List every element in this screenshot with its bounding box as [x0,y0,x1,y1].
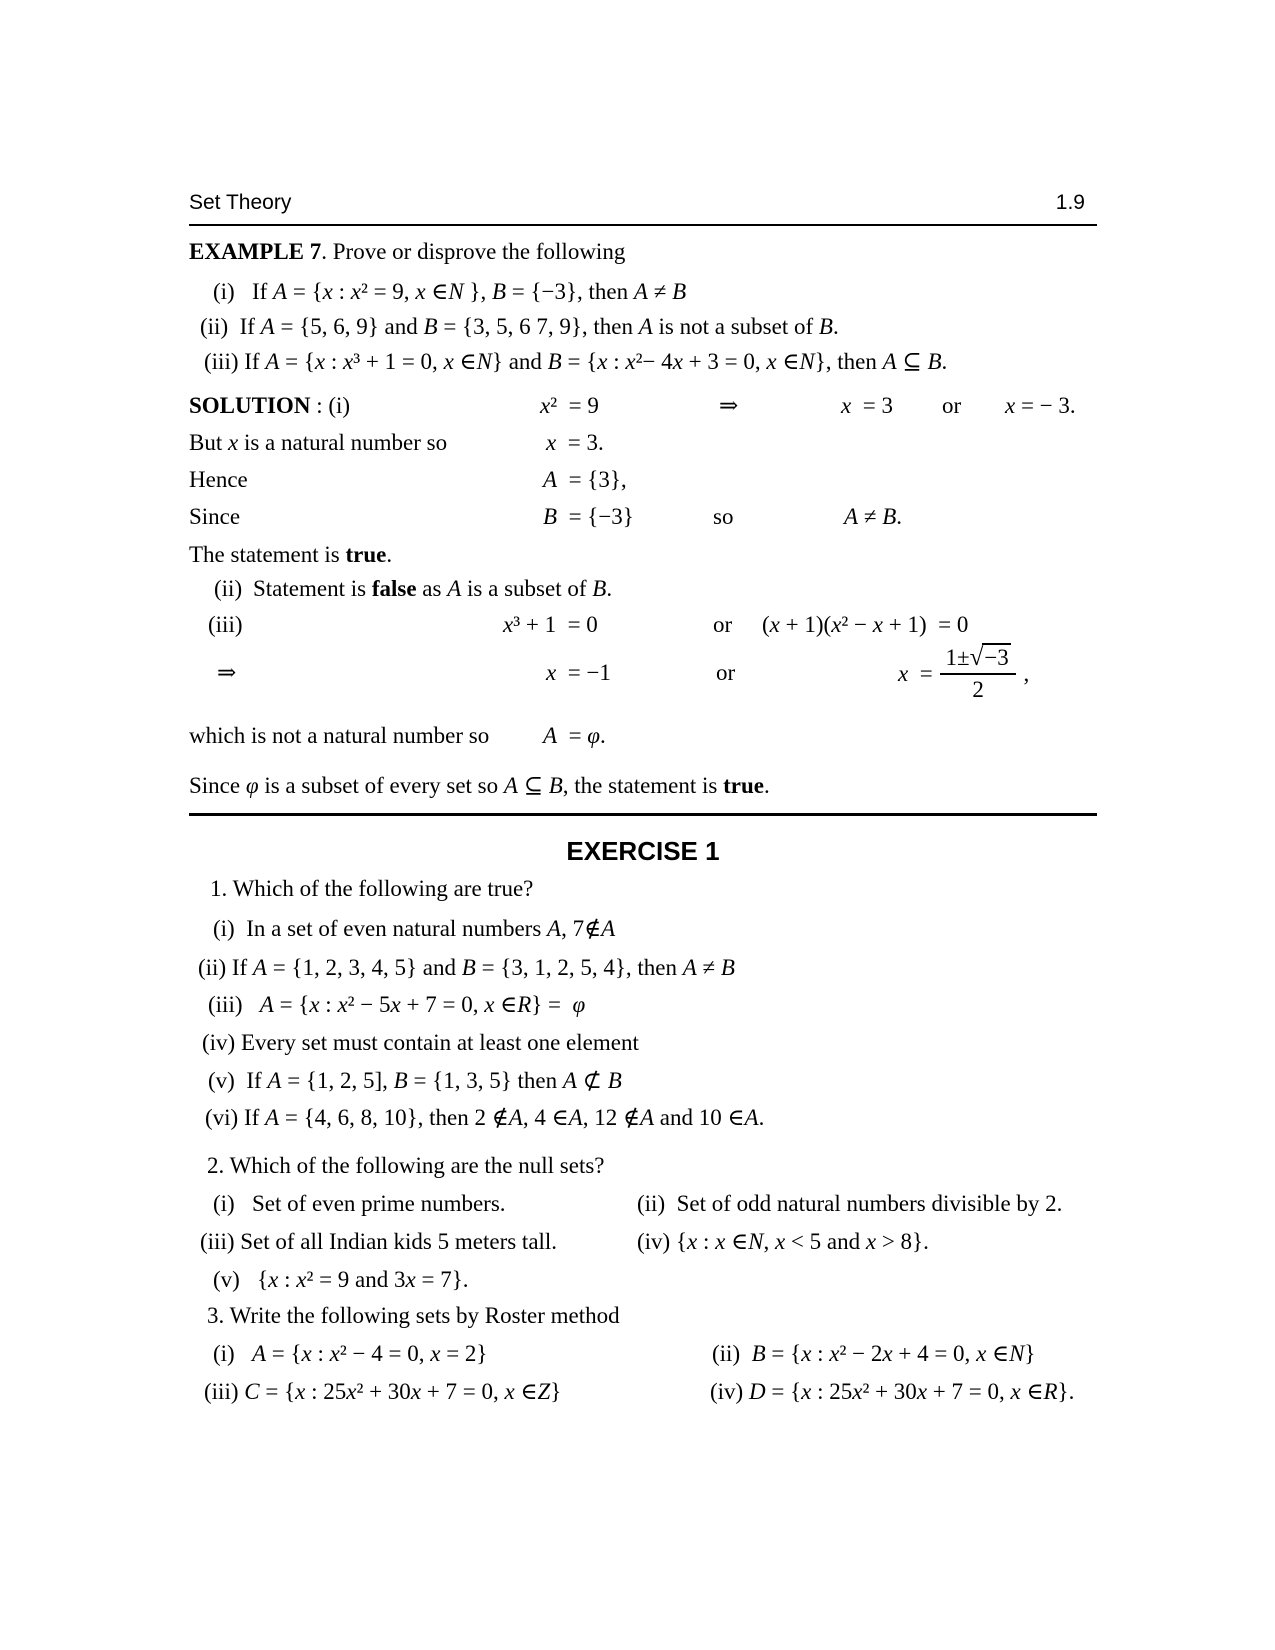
example-item-iii: (iii) If A = {x : x³ + 1 = 0, x ∈N} and B = {x : x²− 4x + 3 = 0, x ∈N}, then A ⊆ B. [204,349,948,374]
root-2-expression [898,638,1029,710]
running-header-title: Set Theory [189,191,292,214]
result: A ≠ B. [844,504,902,529]
fraction [940,645,1015,703]
question-2-title: 2. Which of the following are the null sets? [207,1153,605,1178]
item-numeral: (iii) [208,612,243,637]
fraction-denominator: 2 [972,677,984,702]
question-3-item-iv: (iv) D = {x : 25x² + 30x + 7 = 0, x ∈R}. [710,1379,1075,1404]
implies-symbol: ⇒ [719,393,739,418]
or-connector: or [713,612,733,637]
question-2-item-v: (v) {x : x² = 9 and 3x = 7}. [213,1267,469,1292]
solution-row-4 [0,504,1275,540]
equation: x = 3. [546,430,604,455]
header-rule [189,224,1097,226]
question-3-title: 3. Write the following sets by Roster method [207,1303,620,1328]
fraction-numerator: 1±√−3 [940,645,1015,675]
equation: x² = 9 [540,393,599,418]
question-2-item-iv: (iv) {x : x ∈N, x < 5 and x > 8}. [637,1229,929,1254]
item-numeral: (ii) [214,576,243,601]
factored-equation: (x + 1)(x² − x + 1) = 0 [762,612,969,637]
equation: x³ + 1 = 0 [503,612,598,637]
radical-sign: √ [969,644,984,671]
question-2-item-i: (i) Set of even prime numbers. [213,1191,506,1216]
reason-text: But x is a natural number so [189,430,448,455]
implies-symbol: ⇒ [217,660,237,685]
trailing-comma: , [1017,661,1030,686]
solution-statement-true: The statement is true. [189,542,393,567]
question-1-title: 1. Which of the following are true? [210,876,534,901]
example-item-i: (i) If A = {x : x² = 9, x ∈N }, B = {−3}, then A ≠ B [213,279,687,304]
solution-row-3 [0,467,1275,503]
radicand: −3 [984,645,1009,670]
reason-text: Hence [189,467,248,492]
section-divider-rule [189,813,1097,816]
equation: A = φ. [543,723,606,748]
example-item-ii: (ii) If A = {5, 6, 9} and B = {3, 5, 6 7, 9}, then A is not a subset of B. [200,314,839,339]
or-connector: or [716,660,736,685]
or-connector: or [942,393,962,418]
exercise-heading: EXERCISE 1 [566,836,720,866]
solution-row-2 [0,430,1275,466]
question-3-item-i: (i) A = {x : x² − 4 = 0, x = 2} [213,1341,488,1366]
solution-conclusion-row [0,723,1275,759]
question-1-item-v: (v) If A = {1, 2, 5], B = {1, 3, 5} then A ⊄ B [208,1068,622,1093]
reason-text: which is not a natural number so [189,723,490,748]
result-2: x = − 3. [1005,393,1076,418]
reason-text: Since [189,504,241,529]
solution-final-statement: Since φ is a subset of every set so A ⊆ B, the statement is true. [189,773,770,798]
solution-label: SOLUTION : (i) [189,393,351,418]
question-3-item-iii: (iii) C = {x : 25x² + 30x + 7 = 0, x ∈Z} [204,1379,562,1404]
question-3-item-ii: (ii) B = {x : x² − 2x + 4 = 0, x ∈N} [712,1341,1036,1366]
example-title [189,237,625,267]
example-title-label: EXAMPLE 7 [189,239,322,264]
solution-row-1 [0,393,1275,429]
equation: A = {3}, [543,467,627,492]
result-1: x = 3 [841,393,893,418]
page-number: 1.9 [1055,191,1085,214]
question-1-item-i: (i) In a set of even natural numbers A, 7∉A [213,916,616,941]
question-2-item-ii: (ii) Set of odd natural numbers divisible by 2. [637,1191,1063,1216]
equation: B = {−3} [543,504,634,529]
question-1-item-ii: (ii) If A = {1, 2, 3, 4, 5} and B = {3, 1, 2, 5, 4}, then A ≠ B [198,955,735,980]
question-1-item-vi: (vi) If A = {4, 6, 8, 10}, then 2 ∉A, 4 ∈A, 12 ∉A and 10 ∈A. [205,1105,765,1130]
statement-text: Statement is false as A is a subset of B. [253,576,613,601]
root-1: x = −1 [546,660,611,685]
fraction-lead: x = [898,661,939,686]
example-title-text: . Prove or disprove the following [321,239,626,264]
question-1-item-iv: (iv) Every set must contain at least one element [202,1030,639,1055]
so-connector: so [713,504,734,529]
solution-roots-row [0,638,1275,714]
question-2-item-iii: (iii) Set of all Indian kids 5 meters tall. [200,1229,558,1254]
question-1-item-iii: (iii) A = {x : x² − 5x + 7 = 0, x ∈R} = φ [208,992,586,1017]
solution-part-ii [0,576,1275,612]
